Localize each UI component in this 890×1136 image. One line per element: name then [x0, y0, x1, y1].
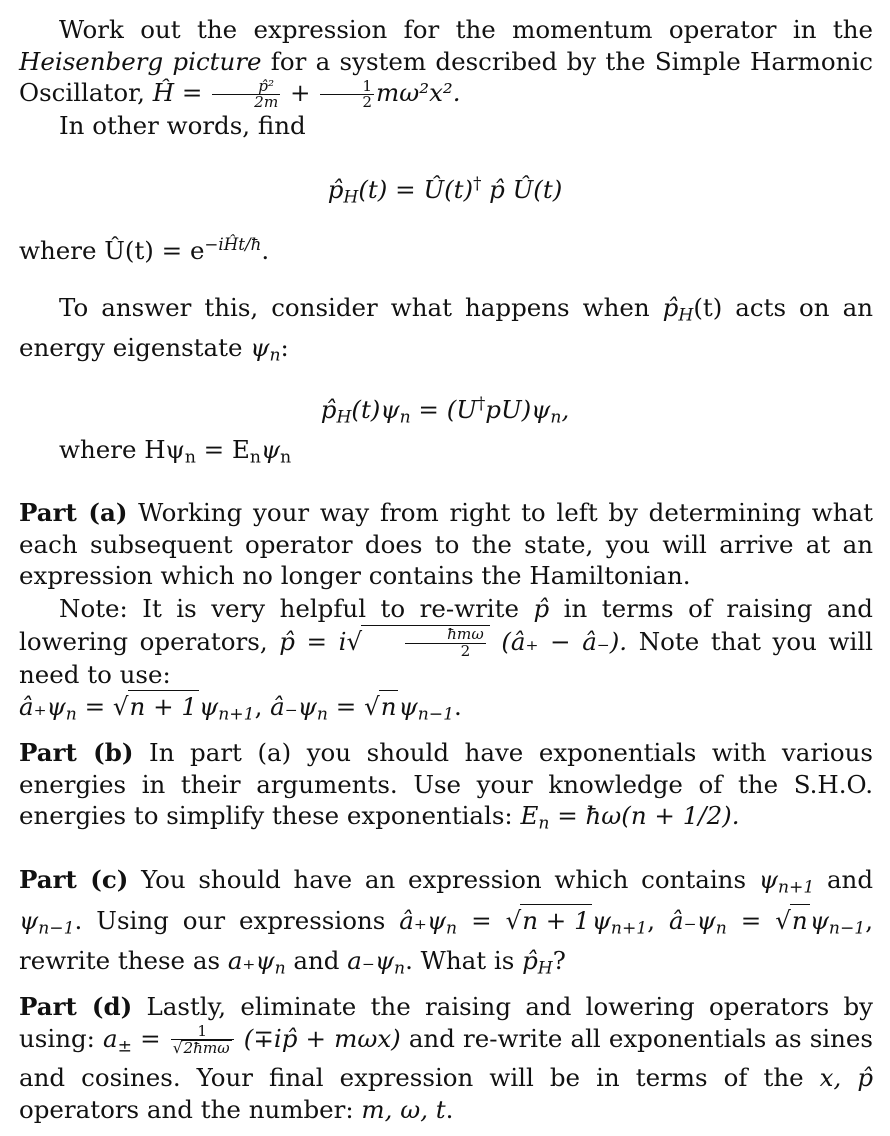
part-c-rel1-sub: n+1: [610, 918, 648, 939]
where-U-end: .: [261, 236, 270, 266]
one-over-sqrt-2hmw: $\frac{1}{\text{√2ħmω}}$: [171, 1024, 234, 1056]
note-ops: (â₊ − â₋).: [489, 626, 628, 656]
equals-sign: =: [174, 78, 211, 107]
part-d-text-a: Lastly, eliminate the raising and lowering operators by using:: [19, 992, 873, 1053]
rel1-sub: n+1: [218, 704, 255, 725]
part-c-sqrt1: n + 1: [522, 905, 590, 935]
part-c-text-a: You should have an expression which contains: [128, 865, 759, 894]
part-c-label: Part (c): [19, 865, 129, 894]
part-d-label: Part (d): [19, 992, 133, 1021]
eq2-lhs: (t)ψ: [351, 395, 400, 425]
note-text-c: Note that you will need to use:: [19, 626, 873, 689]
rel2-eq: =: [327, 692, 365, 722]
part-c-text-b: . Using our expressions: [74, 905, 400, 935]
in-other-words: In other words, find: [59, 111, 306, 140]
part-c-rel2-n: n: [715, 918, 727, 939]
part-c-p: p̂: [522, 945, 538, 975]
where-U-exponent: −iĤt/ħ: [204, 235, 262, 254]
eq1-tail: p̂ Û(t): [481, 175, 563, 205]
where-H-text: where Hψ: [59, 435, 185, 464]
part-c-rel2: â₋ψ: [668, 905, 716, 935]
part-c-eq1: =: [457, 905, 506, 935]
part-c-rel1-psi: ψ: [591, 905, 611, 935]
part-c-nplus: n+1: [777, 877, 815, 898]
part-c-rel1-n: n: [446, 918, 458, 939]
eq2-rhs: pU)ψ: [485, 395, 551, 425]
part-c-am-n: n: [394, 957, 406, 978]
part-d-end: .: [445, 1094, 454, 1124]
part-d-paragraph: [19, 991, 873, 1125]
consider-text-a: To answer this, consider what happens when: [59, 293, 663, 322]
heisenberg-momentum-equation: [0, 168, 890, 213]
part-d-pm: ±: [117, 1035, 132, 1056]
part-c-text-c: , rewrite these as: [19, 905, 874, 975]
part-c-psi2: ψ: [19, 905, 39, 935]
note-p: p̂: [533, 594, 550, 623]
part-c-comma: ,: [647, 905, 669, 935]
consider-p: p̂: [662, 293, 679, 322]
potential-term: mω²x².: [376, 78, 461, 107]
part-b-text: In part (a) you should have exponentials with various energies in their arguments. Use your knowledge of the S.H.O. energies to simplify these exponentials:: [19, 738, 873, 830]
eq2-rhs-n: n: [550, 407, 562, 428]
action-on-eigenstate-equation: [0, 388, 890, 433]
rel1-n: n: [65, 704, 77, 725]
note-text-b: in terms of raising and lowering operators,: [19, 594, 873, 656]
part-c-nminus: n−1: [38, 918, 75, 939]
hbar-m-omega-over-2: [405, 627, 486, 658]
heisenberg-picture-emphasis: Heisenberg picture: [19, 46, 262, 76]
rel1-lhs: â₊ψ: [19, 692, 66, 722]
part-d-text-c: operators and the number:: [19, 1094, 362, 1124]
part-d-frac-den: 2ħmω: [183, 1039, 230, 1057]
intro-paragraph: [19, 14, 873, 110]
part-a-paragraph: [19, 497, 873, 592]
p-squared-over-2m: [212, 76, 280, 111]
part-d-expr: (∓ip̂ + mωx): [235, 1023, 401, 1053]
part-c-and: and: [814, 865, 874, 894]
eq2-n: n: [399, 407, 411, 428]
part-c-rel1: â₊ψ: [399, 905, 447, 935]
part-c-ap: a₊ψ: [227, 945, 275, 975]
eq2-eq: = (U: [410, 395, 477, 425]
rel-end: .: [454, 692, 462, 722]
eq1-p: p̂: [327, 175, 344, 205]
rel1-psi: ψ: [199, 692, 219, 722]
eq2-sub: H: [336, 407, 352, 428]
part-d-frac-num: 1: [171, 1024, 234, 1040]
part-c-eq2: =: [726, 905, 776, 935]
where-U-text: where Û(t) = e: [19, 236, 205, 266]
rel2-psi: ψ: [398, 692, 418, 722]
eq1-rest: (t) = Û(t): [358, 175, 474, 205]
part-d-eq: =: [132, 1023, 169, 1053]
eq2-p: p̂: [320, 395, 337, 425]
part-d-vars: x, p̂: [819, 1063, 873, 1093]
plus-sign: +: [282, 78, 311, 107]
where-H-n3: n: [280, 447, 292, 468]
eq1-sub: H: [343, 187, 359, 208]
rel2-n: n: [316, 704, 328, 725]
part-c-text-d: . What is: [405, 945, 523, 975]
part-a-text: Working your way from right to left by determining what each subsequent operator does to the state, you will arrive at an expression which no longer contains the Hamiltonian.: [19, 498, 873, 590]
rel2-lhs: â₋ψ: [270, 692, 317, 722]
part-c-p-sub: H: [537, 957, 553, 978]
half-num: 1: [320, 79, 374, 95]
consider-paragraph: [19, 292, 873, 372]
note-text-a: Note: It is very helpful to re-write: [59, 594, 534, 623]
where-H-eq: = E: [195, 435, 250, 464]
intro-text: Work out the expression for the momentum operator in the: [59, 15, 873, 44]
part-c-rel2-sub: n−1: [828, 918, 866, 939]
rel1-eq: =: [76, 692, 113, 722]
part-b-paragraph: [19, 737, 873, 840]
half-den: 2: [362, 93, 373, 111]
part-c-question: ?: [552, 945, 566, 975]
part-c-psi1: ψ: [758, 865, 778, 894]
hamiltonian-symbol: Ĥ: [152, 78, 175, 107]
part-c-sqrt2: n: [791, 905, 808, 935]
ladder-relations: $â_+\psi_n = √n + 1\psi_{n+1}$, $â_-\psi_n = √n\psi_{n-1}$.: [19, 692, 462, 725]
rel1-sqrt: n + 1: [129, 692, 198, 722]
one-half: [320, 76, 374, 111]
part-c-rel2-psi: ψ: [809, 905, 829, 935]
eigen-equation-line: [19, 434, 873, 474]
note-frac-den: 2: [460, 641, 471, 660]
frac-denominator: 2m: [254, 93, 279, 111]
part-a-label: Part (a): [19, 498, 128, 527]
part-b-E: E: [520, 801, 539, 830]
eq1-dagger: †: [473, 174, 482, 193]
eq2-dagger: †: [476, 394, 486, 413]
consider-text-b: (t) acts on an energy eigenstate: [19, 293, 873, 362]
eq2-end: ,: [561, 395, 570, 425]
note-frac-num: ħmω: [405, 627, 486, 643]
where-H-n2: n: [249, 447, 261, 468]
part-b-label: Part (b): [19, 738, 134, 767]
note-p2: p̂: [279, 626, 295, 656]
frac-numerator: p̂²: [212, 79, 280, 95]
consider-end: :: [280, 332, 289, 362]
consider-psi: ψ: [250, 332, 270, 362]
part-b-formula: = ħω(n + 1/2).: [549, 801, 740, 830]
intro-text-2: for a system described by the Simple Harmonic Oscillator,: [19, 46, 873, 107]
where-H-psi: ψ: [260, 435, 281, 464]
where-H-n1: n: [184, 447, 196, 468]
note-eq-i: = i: [294, 626, 347, 656]
rel2-sqrt: n: [380, 692, 397, 722]
part-d-text-b: and re-write all exponentials as sines and cosines. Your final expression will be in terms of the: [19, 1023, 873, 1093]
part-c-am: a₋ψ: [347, 945, 395, 975]
part-c-ap-n: n: [274, 957, 286, 978]
part-a-note: [19, 593, 873, 731]
sqrt-sign: √: [346, 626, 363, 656]
consider-sub: H: [678, 305, 694, 326]
part-d-consts: m, ω, t: [361, 1094, 446, 1124]
rel2-sub: n−1: [417, 704, 454, 725]
consider-n: n: [269, 345, 281, 366]
part-d-a: a: [103, 1023, 118, 1053]
part-c-and2: and: [285, 945, 348, 975]
where-U-line: [19, 229, 873, 267]
part-b-n: n: [538, 813, 550, 834]
part-c-paragraph: Part (c) You should have an expression which contains $\psi_{n+1}$ and $\psi_{n-1}$. Using our expressions $â_+\psi_n = √n + 1\psi_{n+1}$, $â_-\psi_n = √n\psi_{n-1}$, rewrite these as $a_+\psi_n$ and $a_-\psi_n$. What is $p̂_H$?: [19, 865, 874, 978]
rel-comma: ,: [254, 692, 271, 722]
